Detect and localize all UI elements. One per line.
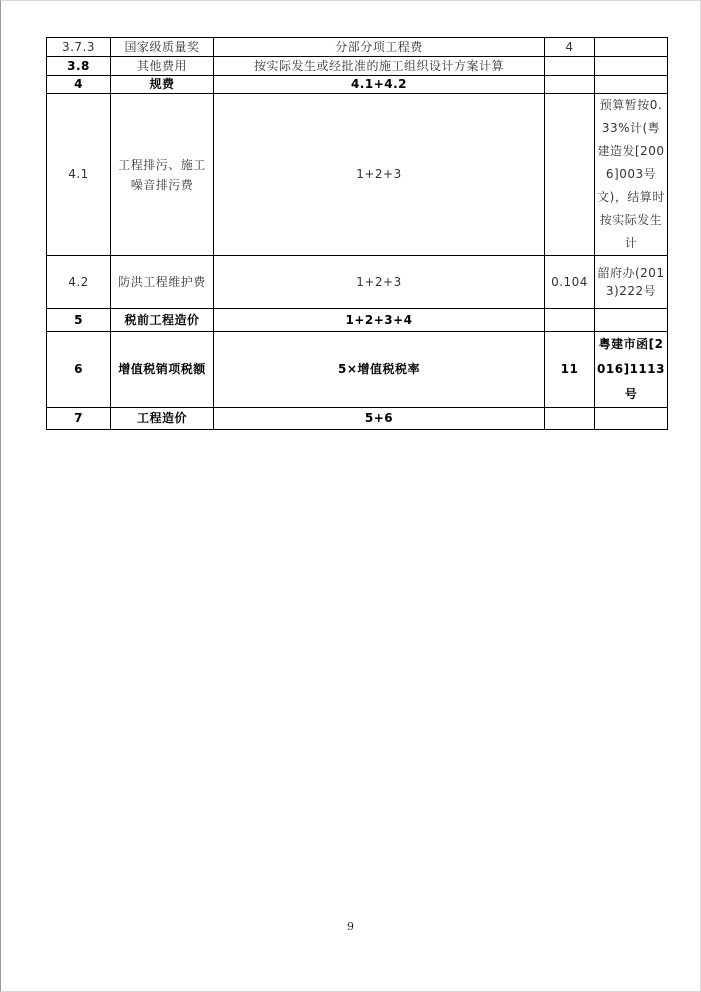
rate-cell bbox=[545, 57, 595, 76]
item-number-cell: 5 bbox=[47, 309, 111, 332]
rate-cell: 4 bbox=[545, 38, 595, 57]
item-number-cell: 4.2 bbox=[47, 256, 111, 309]
table-row bbox=[47, 76, 668, 94]
note-cell bbox=[595, 76, 668, 94]
calculation-basis-cell: 4.1+4.2 bbox=[214, 76, 545, 94]
item-name-cell: 增值税销项税额 bbox=[111, 332, 214, 408]
rate-cell: 11 bbox=[545, 332, 595, 408]
table-row bbox=[47, 57, 668, 76]
calculation-basis-cell: 5×增值税税率 bbox=[214, 332, 545, 408]
item-number-cell: 7 bbox=[47, 408, 111, 430]
calculation-basis-cell: 5+6 bbox=[214, 408, 545, 430]
item-number-cell: 3.7.3 bbox=[47, 38, 111, 57]
calculation-basis-cell: 按实际发生或经批准的施工组织设计方案计算 bbox=[214, 57, 545, 76]
item-number-cell: 6 bbox=[47, 332, 111, 408]
calculation-basis-cell: 分部分项工程费 bbox=[214, 38, 545, 57]
note-cell bbox=[595, 408, 668, 430]
item-name-cell: 工程造价 bbox=[111, 408, 214, 430]
fee-table bbox=[46, 37, 668, 430]
calculation-basis-cell: 1+2+3 bbox=[214, 256, 545, 309]
table-row bbox=[47, 309, 668, 332]
item-name-cell: 防洪工程维护费 bbox=[111, 256, 214, 309]
item-number-cell: 3.8 bbox=[47, 57, 111, 76]
item-name-cell: 工程排污、施工噪音排污费 bbox=[111, 94, 214, 256]
note-cell: 韶府办(2013)222号 bbox=[595, 256, 668, 309]
table-row bbox=[47, 256, 668, 309]
item-number-cell: 4.1 bbox=[47, 94, 111, 256]
table-row bbox=[47, 38, 668, 57]
rate-cell: 0.104 bbox=[545, 256, 595, 309]
note-cell: 预算暂按0.33%计(粤建造发[2006]003号文)，结算时按实际发生计 bbox=[595, 94, 668, 256]
note-cell bbox=[595, 38, 668, 57]
item-name-cell: 规费 bbox=[111, 76, 214, 94]
table-row bbox=[47, 332, 668, 408]
item-name-cell: 税前工程造价 bbox=[111, 309, 214, 332]
rate-cell bbox=[545, 309, 595, 332]
calculation-basis-cell: 1+2+3+4 bbox=[214, 309, 545, 332]
item-name-cell: 其他费用 bbox=[111, 57, 214, 76]
item-name-cell: 国家级质量奖 bbox=[111, 38, 214, 57]
table-row bbox=[47, 94, 668, 256]
rate-cell bbox=[545, 408, 595, 430]
note-cell bbox=[595, 57, 668, 76]
item-number-cell: 4 bbox=[47, 76, 111, 94]
table-row bbox=[47, 408, 668, 430]
page-number: 9 bbox=[347, 920, 354, 933]
rate-cell bbox=[545, 94, 595, 256]
calculation-basis-cell: 1+2+3 bbox=[214, 94, 545, 256]
note-cell: 粤建市函[2016]1113号 bbox=[595, 332, 668, 408]
rate-cell bbox=[545, 76, 595, 94]
note-cell bbox=[595, 309, 668, 332]
